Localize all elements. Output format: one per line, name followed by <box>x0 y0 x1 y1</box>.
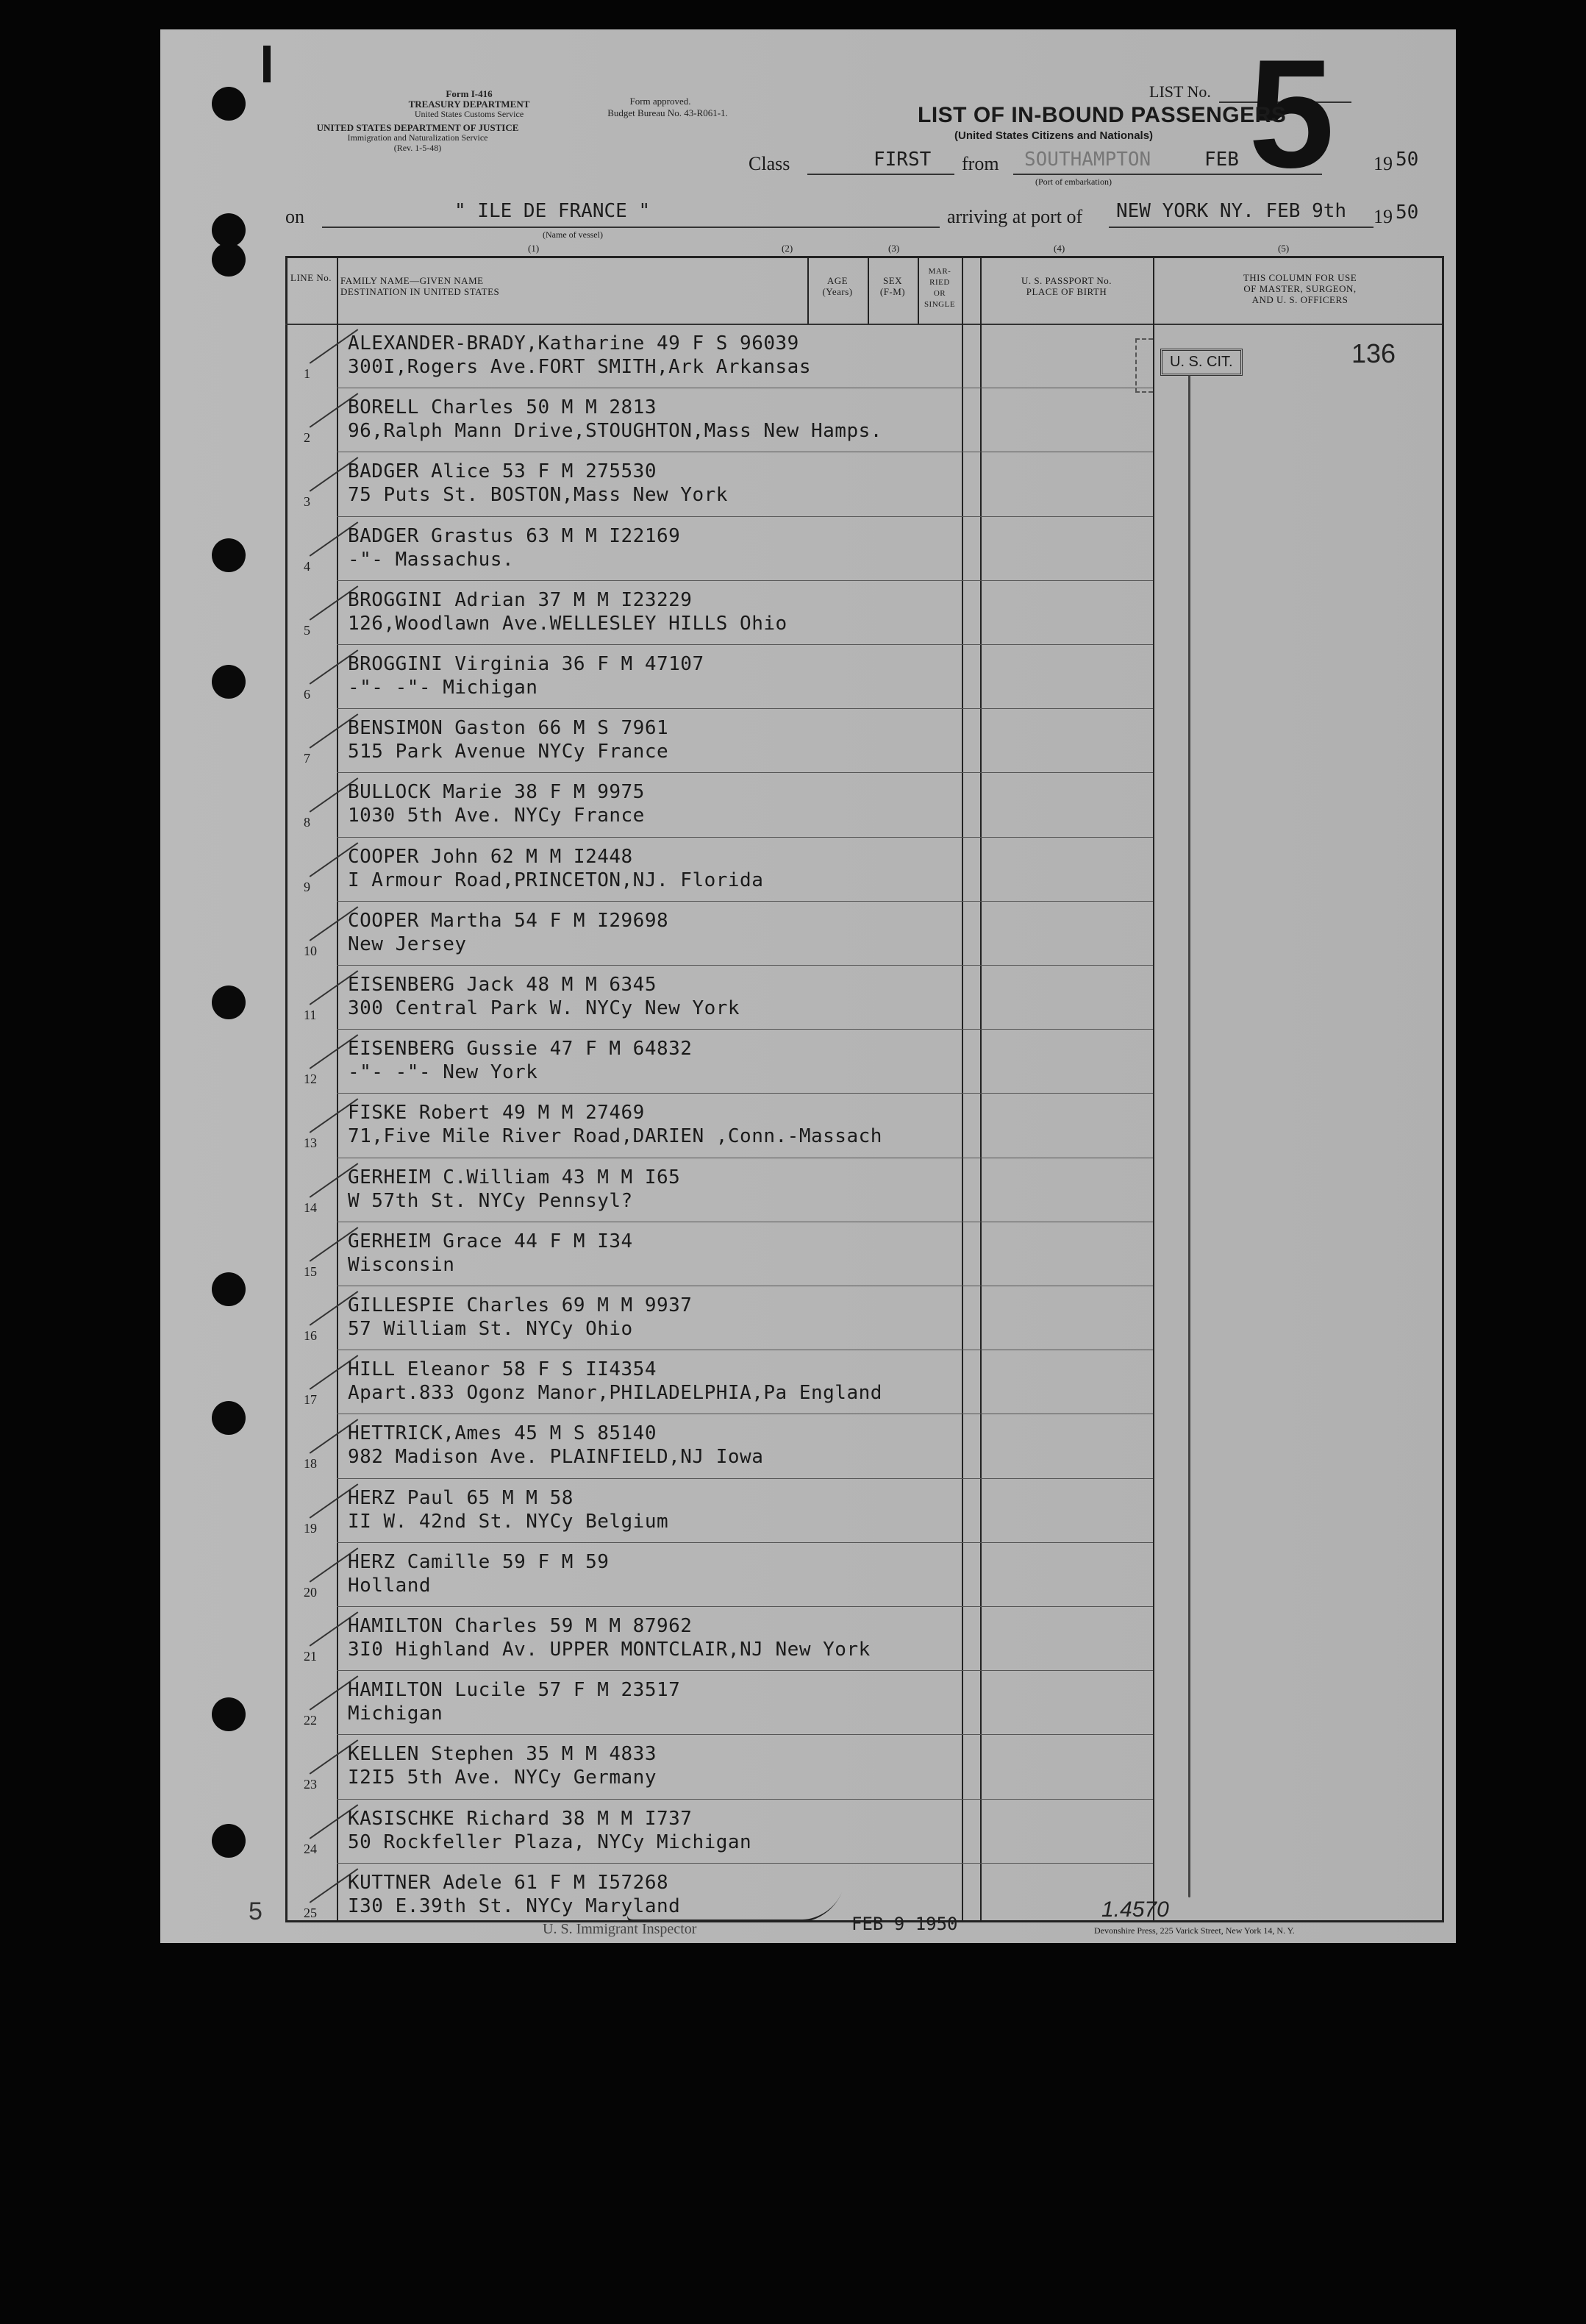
left-margin-number: 5 <box>249 1897 262 1925</box>
passenger-line-name: COOPER John 62 M M I2448 <box>348 845 633 868</box>
passenger-line-destination: II W. 42nd St. NYCy Belgium <box>348 1510 669 1533</box>
passenger-line-name: EISENBERG Jack 48 M M 6345 <box>348 974 657 996</box>
col-num-3: (3) <box>888 243 900 254</box>
list-no-label: LIST No. <box>1149 82 1211 101</box>
passenger-line-name: BADGER Alice 53 F M 275530 <box>348 460 657 483</box>
passenger-line-name: BORELL Charles 50 M M 2813 <box>348 396 657 419</box>
row-divider <box>337 580 1153 581</box>
vessel-name: " ILE DE FRANCE " <box>454 200 651 222</box>
passenger-line-destination: -"- -"- Michigan <box>348 677 538 699</box>
arrival-line <box>1109 227 1374 228</box>
passenger-line-destination: -"- -"- New York <box>348 1061 538 1084</box>
passenger-line-name: COOPER Martha 54 F M I29698 <box>348 909 669 932</box>
passenger-line-destination: 300I,Rogers Ave.FORT SMITH,Ark Arkansas <box>348 356 811 378</box>
passenger-line-name: KUTTNER Adele 61 F M I57268 <box>348 1871 669 1894</box>
col-head-line-no: LINE No. <box>290 272 332 283</box>
passenger-line-name: KASISCHKE Richard 38 M M I737 <box>348 1807 693 1830</box>
handwritten-count: 136 <box>1351 338 1396 368</box>
passenger-line-name: HERZ Camille 59 F M 59 <box>348 1550 610 1573</box>
passenger-line-destination: I2I5 5th Ave. NYCy Germany <box>348 1767 657 1789</box>
passenger-line-name: ALEXANDER-BRADY,Katharine 49 F S 96039 <box>348 332 799 354</box>
line-number: 24 <box>304 1841 317 1856</box>
row-divider <box>337 644 1153 645</box>
passenger-line-destination: 982 Madison Ave. PLAINFIELD,NJ Iowa <box>348 1446 764 1469</box>
line-number: 8 <box>304 815 310 830</box>
from-date: FEB <box>1204 149 1239 171</box>
passenger-line-destination: 515 Park Avenue NYCy France <box>348 741 669 763</box>
from-line <box>1013 174 1204 175</box>
arrival-port: NEW YORK NY. FEB 9th <box>1116 200 1347 222</box>
passenger-line-destination: 75 Puts St. BOSTON,Mass New York <box>348 484 728 507</box>
row-divider <box>337 1029 1153 1030</box>
from-label: from <box>962 153 999 174</box>
passenger-line-name: GERHEIM C.William 43 M M I65 <box>348 1166 681 1188</box>
passenger-line-destination: Apart.833 Ogonz Manor,PHILADELPHIA,Pa England <box>348 1382 882 1405</box>
punch-hole <box>212 87 246 121</box>
col-head-officers: THIS COLUMN FOR USE OF MASTER, SURGEON, AND U. S. OFFICERS <box>1243 272 1357 305</box>
passenger-line-destination: 300 Central Park W. NYCy New York <box>348 997 740 1019</box>
table-header-divider <box>285 324 1442 325</box>
line-number: 9 <box>304 879 310 894</box>
row-divider <box>337 1863 1153 1864</box>
row-divider <box>337 1799 1153 1800</box>
port-embarkation-caption: (Port of embarkation) <box>1035 177 1112 187</box>
passenger-line-name: BENSIMON Gaston 66 M S 7961 <box>348 717 669 740</box>
line-number: 3 <box>304 494 310 510</box>
passenger-line-destination: New Jersey <box>348 933 467 955</box>
passenger-line-destination: I Armour Road,PRINCETON,NJ. Florida <box>348 869 764 891</box>
line-number: 2 <box>304 430 310 446</box>
form-approved: Form approved. <box>629 96 691 107</box>
line-number: 20 <box>304 1584 317 1600</box>
row-divider <box>337 1093 1153 1094</box>
passenger-line-destination: 1030 5th Ave. NYCy France <box>348 805 645 827</box>
col-num-4: (4) <box>1054 243 1065 254</box>
budget-bureau: Budget Bureau No. 43-R061-1. <box>607 107 728 118</box>
stamp-bracket <box>1135 338 1153 393</box>
passenger-line-name: FISKE Robert 49 M M 27469 <box>348 1102 645 1124</box>
line-number: 1 <box>304 366 310 381</box>
treasury-dept: TREASURY DEPARTMENT <box>408 99 530 110</box>
line-number: 13 <box>304 1136 317 1151</box>
list-number: 5 <box>1249 27 1335 200</box>
passenger-line-name: BULLOCK Marie 38 F M 9975 <box>348 781 645 804</box>
from-value: SOUTHAMPTON <box>1024 149 1151 171</box>
col-head-passport: U. S. PASSPORT No. PLACE OF BIRTH <box>1021 275 1112 297</box>
class-value: FIRST <box>874 149 932 171</box>
row-divider <box>337 1670 1153 1671</box>
passenger-line-destination: 126,Woodlawn Ave.WELLESLEY HILLS Ohio <box>348 612 787 635</box>
passenger-line-name: GERHEIM Grace 44 F M I34 <box>348 1230 633 1252</box>
line-number: 16 <box>304 1328 317 1343</box>
printer-credit: Devonshire Press, 225 Varick Street, New York 14, N. Y. <box>1094 1925 1295 1936</box>
row-divider <box>337 708 1153 709</box>
row-divider <box>337 516 1153 517</box>
col-head-sex: SEX (F-M) <box>879 275 906 297</box>
passenger-line-name: GILLESPIE Charles 69 M M 9937 <box>348 1294 693 1316</box>
line-number: 11 <box>304 1008 317 1022</box>
justice-dept: UNITED STATES DEPARTMENT OF JUSTICE <box>316 122 519 133</box>
row-divider <box>337 837 1153 838</box>
year-suffix: 50 <box>1396 149 1419 171</box>
punch-hole <box>212 1401 246 1435</box>
class-line <box>807 174 954 175</box>
on-label: on <box>285 206 304 227</box>
row-divider <box>337 1606 1153 1607</box>
bottom-handwritten-number: 1.4570 <box>1101 1897 1169 1922</box>
inspector-signature <box>625 1890 843 1922</box>
passenger-line-destination: I30 E.39th St. NYCy Maryland <box>348 1895 681 1917</box>
passenger-line-name: HETTRICK,Ames 45 M S 85140 <box>348 1422 657 1445</box>
line-number: 19 <box>304 1520 317 1536</box>
passenger-line-name: BROGGINI Adrian 37 M M I23229 <box>348 588 693 611</box>
passenger-line-name: BROGGINI Virginia 36 F M 47107 <box>348 653 704 675</box>
arrival-year-prefix: 19 <box>1374 206 1393 227</box>
page-subtitle: (United States Citizens and Nationals) <box>954 129 1154 142</box>
col-divider <box>1153 256 1154 1920</box>
line-number: 6 <box>304 687 310 702</box>
passenger-line-name: KELLEN Stephen 35 M M 4833 <box>348 1743 657 1766</box>
manifest-page <box>160 29 1456 1943</box>
col-num-5: (5) <box>1278 243 1290 254</box>
line-number: 14 <box>304 1200 317 1215</box>
passenger-line-name: HERZ Paul 65 M M 58 <box>348 1486 574 1509</box>
passenger-line-destination: 71,Five Mile River Road,DARIEN ,Conn.-Massach <box>348 1125 882 1148</box>
punch-hole <box>212 985 246 1019</box>
passenger-line-destination: Wisconsin <box>348 1253 455 1276</box>
binding-mark <box>263 46 271 82</box>
passenger-line-destination: 57 William St. NYCy Ohio <box>348 1318 633 1340</box>
passenger-line-name: HAMILTON Lucile 57 F M 23517 <box>348 1679 681 1702</box>
line-number: 10 <box>304 943 317 958</box>
customs-service: United States Customs Service <box>414 109 524 119</box>
col-head-name: FAMILY NAME—GIVEN NAME DESTINATION IN UNITED STATES <box>340 275 500 297</box>
passenger-line-destination: Michigan <box>348 1703 443 1725</box>
passenger-line-name: HILL Eleanor 58 F S II4354 <box>348 1358 657 1381</box>
punch-hole <box>212 1697 246 1731</box>
year-prefix: 19 <box>1374 153 1393 174</box>
vessel-caption: (Name of vessel) <box>543 229 603 240</box>
line-number: 21 <box>304 1649 317 1664</box>
ins-service: Immigration and Naturalization Service <box>347 132 488 143</box>
punch-hole <box>212 1272 246 1306</box>
passenger-line-destination: 50 Rockfeller Plaza, NYCy Michigan <box>348 1831 752 1853</box>
col-num-1: (1) <box>528 243 540 254</box>
line-number: 23 <box>304 1777 317 1792</box>
inspector-signature-date: FEB 9 1950 <box>851 1914 958 1934</box>
passenger-line-name: EISENBERG Gussie 47 F M 64832 <box>348 1038 693 1061</box>
punch-hole <box>212 665 246 699</box>
arrival-year-suffix: 50 <box>1396 202 1419 224</box>
line-number: 17 <box>304 1392 317 1408</box>
form-number: Form I-416 <box>446 88 493 99</box>
line-number: 15 <box>304 1263 317 1279</box>
date-line <box>1204 174 1322 175</box>
inspector-label: U. S. Immigrant Inspector <box>543 1921 697 1937</box>
punch-hole <box>212 243 246 277</box>
row-divider <box>337 772 1153 773</box>
officer-ditto-line <box>1188 375 1190 1897</box>
passenger-line-destination: 3I0 Highland Av. UPPER MONTCLAIR,NJ New York <box>348 1639 871 1661</box>
row-divider <box>337 1542 1153 1543</box>
punch-hole <box>212 538 246 572</box>
line-number: 5 <box>304 622 310 638</box>
arriving-label: arriving at port of <box>947 206 1083 227</box>
line-number: 12 <box>304 1072 317 1087</box>
passenger-line-name: BADGER Grastus 63 M M I22169 <box>348 524 681 547</box>
col-num-2: (2) <box>782 243 793 254</box>
punch-hole <box>212 1824 246 1858</box>
line-number: 7 <box>304 751 310 766</box>
row-divider <box>337 1478 1153 1479</box>
col-head-age: AGE (Years) <box>822 275 853 297</box>
passenger-line-destination: Holland <box>348 1574 432 1597</box>
vessel-line <box>322 227 940 228</box>
revision: (Rev. 1-5-48) <box>393 143 442 153</box>
line-number: 4 <box>304 558 310 574</box>
line-number: 22 <box>304 1713 317 1728</box>
row-divider <box>337 901 1153 902</box>
row-divider <box>337 1734 1153 1735</box>
passenger-line-name: HAMILTON Charles 59 M M 87962 <box>348 1615 693 1637</box>
col-head-married: MAR- RIED OR SINGLE <box>924 267 956 309</box>
row-divider <box>337 965 1153 966</box>
line-number: 25 <box>304 1905 317 1920</box>
us-citizen-stamp: U. S. CIT. <box>1160 349 1243 376</box>
class-label: Class <box>749 153 790 174</box>
passenger-line-destination: 96,Ralph Mann Drive,STOUGHTON,Mass New Hamps. <box>348 420 882 443</box>
passenger-line-destination: W 57th St. NYCy Pennsyl? <box>348 1189 633 1212</box>
line-number: 18 <box>304 1456 317 1472</box>
page-title: LIST OF IN-BOUND PASSENGERS <box>918 103 1287 127</box>
passenger-line-destination: -"- Massachus. <box>348 548 515 571</box>
